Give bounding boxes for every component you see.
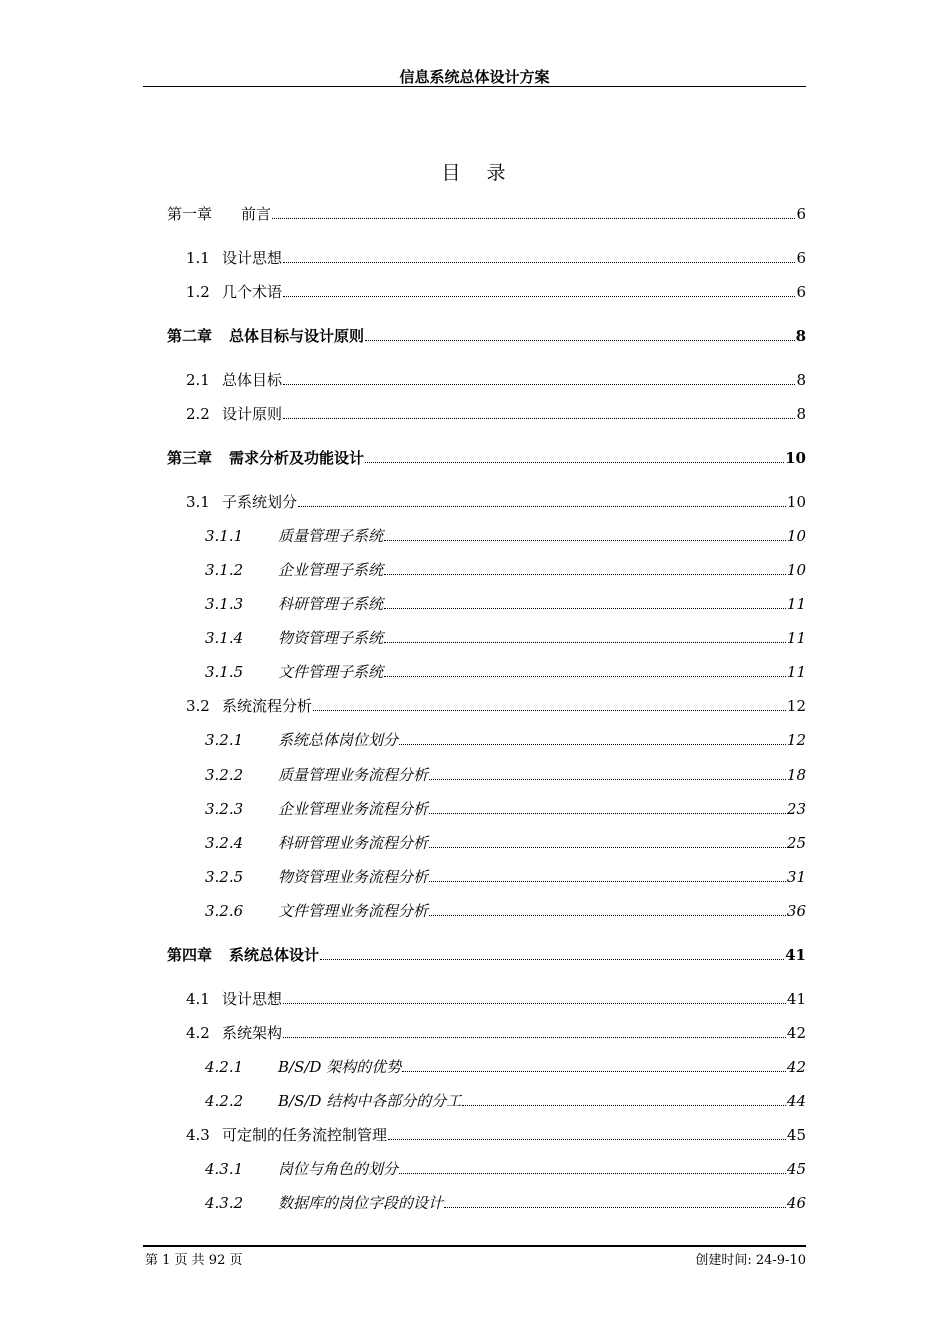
toc-entry-page: 41 (785, 946, 806, 964)
toc-dot-leader (429, 813, 786, 814)
toc-entry-title: 质量管理业务流程分析 (278, 766, 429, 784)
toc-entry-title: 设计思想 (222, 249, 283, 267)
toc-entry[interactable] (186, 696, 806, 716)
toc-dot-leader (384, 608, 786, 609)
toc-dot-leader (384, 676, 786, 677)
toc-entry-page: 44 (786, 1092, 806, 1110)
toc-dot-leader (399, 744, 786, 745)
toc-dot-leader (384, 540, 786, 541)
toc-entry[interactable] (205, 594, 806, 614)
toc-entry-number: 3.2.4 (205, 834, 244, 852)
toc-entry[interactable] (205, 1193, 806, 1213)
toc-entry[interactable] (186, 370, 806, 390)
toc-entry[interactable] (167, 326, 806, 346)
toc-entry-number: 3.2.6 (205, 902, 244, 920)
toc-entry[interactable] (186, 282, 806, 302)
toc-entry-page: 11 (786, 663, 806, 681)
toc-entry[interactable] (205, 560, 806, 580)
toc-entry-number: 2.1 (186, 371, 210, 389)
toc-entry[interactable] (205, 867, 806, 887)
toc-entry-page: 46 (786, 1194, 806, 1212)
toc-entry-title: 总体目标 (222, 371, 283, 389)
toc-entry-title: 可定制的任务流控制管理 (222, 1126, 388, 1144)
toc-entry-title: 几个术语 (222, 283, 283, 301)
toc-entry-title: B/S/D 架构的优势 (278, 1058, 402, 1076)
toc-entry-title: 总体目标与设计原则 (229, 327, 365, 345)
toc-dot-leader (444, 1207, 786, 1208)
toc-entry[interactable] (186, 989, 806, 1009)
toc-dot-leader (384, 574, 786, 575)
toc-dot-leader (283, 1037, 786, 1038)
toc-entry-page: 6 (796, 249, 806, 267)
toc-entry-number: 第二章 (167, 327, 213, 345)
toc-entry-page: 45 (786, 1126, 806, 1144)
toc-dot-leader (429, 847, 786, 848)
toc-entry-number: 3.1 (186, 493, 210, 511)
toc-entry[interactable] (167, 204, 806, 224)
toc-dot-leader (365, 340, 795, 341)
toc-entry-number: 3.1.3 (205, 595, 244, 613)
toc-entry-title: 岗位与角色的划分 (278, 1160, 399, 1178)
toc-entry-title: 企业管理子系统 (278, 561, 384, 579)
toc-entry-title: 物资管理子系统 (278, 629, 384, 647)
toc-entry[interactable] (186, 492, 806, 512)
toc-entry-page: 10 (785, 449, 806, 467)
toc-entry-title: 需求分析及功能设计 (229, 449, 365, 467)
toc-entry-number: 3.2.5 (205, 868, 244, 886)
toc-entry-number: 4.1 (186, 990, 210, 1008)
toc-entry[interactable] (205, 833, 806, 853)
toc-entry-number: 第一章 (167, 205, 213, 223)
toc-dot-leader (283, 1003, 786, 1004)
toc-entry[interactable] (186, 248, 806, 268)
toc-dot-leader (283, 262, 795, 263)
toc-entry-title: 文件管理子系统 (278, 663, 384, 681)
toc-entry[interactable] (205, 628, 806, 648)
toc-entry-page: 41 (786, 990, 806, 1008)
toc-entry-title: 系统架构 (222, 1024, 283, 1042)
toc-entry-page: 12 (786, 697, 806, 715)
toc-entry-page: 11 (786, 629, 806, 647)
toc-entry-title: 质量管理子系统 (278, 527, 384, 545)
toc-entry-title: 子系统划分 (222, 493, 298, 511)
toc-entry-number: 3.1.4 (205, 629, 244, 647)
toc-entry[interactable] (205, 799, 806, 819)
header-title: 信息系统总体设计方案 (399, 68, 550, 86)
toc-dot-leader (313, 710, 786, 711)
toc-entry-number: 第三章 (167, 449, 213, 467)
toc-entry[interactable] (205, 1159, 806, 1179)
toc-dot-leader (429, 881, 786, 882)
toc-heading (143, 158, 806, 185)
toc-dot-leader (429, 915, 786, 916)
toc-entry[interactable] (186, 404, 806, 424)
toc-entry-number: 4.2 (186, 1024, 210, 1042)
toc-dot-leader (462, 1105, 786, 1106)
toc-entry-number: 4.3.2 (205, 1194, 244, 1212)
toc-entry[interactable] (205, 662, 806, 682)
toc-entry-page: 6 (796, 283, 806, 301)
toc-dot-leader (365, 462, 784, 463)
toc-dot-leader (384, 642, 786, 643)
toc-entry-page: 8 (796, 371, 806, 389)
toc-dot-leader (298, 506, 786, 507)
toc-entry-number: 3.1.2 (205, 561, 244, 579)
toc-entry-title: 科研管理子系统 (278, 595, 384, 613)
toc-entry-number: 4.3 (186, 1126, 210, 1144)
footer-created-date: 创建时间: 24-9-10 (695, 1253, 806, 1268)
toc-entry-page: 10 (786, 527, 806, 545)
toc-entry-title: 科研管理业务流程分析 (278, 834, 429, 852)
toc-entry-title: 设计思想 (222, 990, 283, 1008)
toc-entry-number: 1.2 (186, 283, 210, 301)
footer-rule (143, 1245, 806, 1247)
toc-entry-page: 25 (786, 834, 806, 852)
footer-page-info: 第 1 页 共 92 页 (145, 1253, 243, 1268)
toc-entry-page: 12 (786, 731, 806, 749)
toc-entry-number: 3.1.5 (205, 663, 244, 681)
toc-entry-title: 系统总体设计 (229, 946, 320, 964)
toc-dot-leader (272, 218, 795, 219)
toc-entry[interactable] (186, 1125, 806, 1145)
toc-entry-title: B/S/D 结构中各部分的分工 (278, 1092, 462, 1110)
toc-entry-number: 4.2.2 (205, 1092, 244, 1110)
toc-entry-page: 10 (786, 561, 806, 579)
toc-entry-page: 45 (786, 1160, 806, 1178)
toc-entry-number: 4.3.1 (205, 1160, 244, 1178)
toc-entry-number: 2.2 (186, 405, 210, 423)
header-rule (143, 86, 806, 87)
toc-entry-page: 23 (786, 800, 806, 818)
toc-entry[interactable] (205, 1057, 806, 1077)
toc-heading-char-2: 录 (486, 162, 508, 184)
toc-dot-leader (388, 1139, 786, 1140)
toc-entry-page: 8 (796, 405, 806, 423)
toc-entry-page: 31 (786, 868, 806, 886)
toc-entry-page: 42 (786, 1024, 806, 1042)
toc-entry[interactable] (205, 1091, 806, 1111)
toc-entry[interactable] (205, 765, 806, 785)
toc-entry-title: 数据库的岗位字段的设计 (278, 1194, 444, 1212)
toc-entry-page: 10 (786, 493, 806, 511)
toc-entry-title: 系统流程分析 (222, 697, 313, 715)
toc-entry-title: 物资管理业务流程分析 (278, 868, 429, 886)
toc-dot-leader (283, 418, 795, 419)
toc-entry[interactable] (205, 526, 806, 546)
toc-entry-page: 8 (795, 327, 806, 345)
toc-dot-leader (320, 959, 784, 960)
toc-dot-leader (399, 1173, 786, 1174)
toc-entry-title: 文件管理业务流程分析 (278, 902, 429, 920)
toc-entry[interactable] (205, 901, 806, 921)
toc-entry-title: 设计原则 (222, 405, 283, 423)
toc-entry-page: 11 (786, 595, 806, 613)
toc-entry-number: 3.2 (186, 697, 210, 715)
toc-entry[interactable] (167, 448, 806, 468)
toc-dot-leader (283, 384, 795, 385)
toc-entry-title: 系统总体岗位划分 (278, 731, 399, 749)
toc-entry-number: 1.1 (186, 249, 210, 267)
toc-entry[interactable] (167, 945, 806, 965)
toc-entry-title: 企业管理业务流程分析 (278, 800, 429, 818)
toc-entry-page: 36 (786, 902, 806, 920)
toc-entry-title: 前言 (241, 205, 272, 223)
toc-entry[interactable] (205, 730, 806, 750)
toc-dot-leader (402, 1071, 786, 1072)
toc-dot-leader (429, 779, 786, 780)
toc-dot-leader (283, 296, 795, 297)
toc-entry-page: 42 (786, 1058, 806, 1076)
toc-heading-char-1: 目 (441, 162, 463, 184)
toc-entry-number: 3.2.1 (205, 731, 244, 749)
toc-entry-number: 3.2.3 (205, 800, 244, 818)
toc-entry-number: 3.1.1 (205, 527, 244, 545)
toc-entry-number: 第四章 (167, 946, 213, 964)
toc-entry-number: 3.2.2 (205, 766, 244, 784)
toc-entry[interactable] (186, 1023, 806, 1043)
toc-entry-number: 4.2.1 (205, 1058, 244, 1076)
toc-entry-page: 6 (796, 205, 806, 223)
toc-entry-page: 18 (786, 766, 806, 784)
